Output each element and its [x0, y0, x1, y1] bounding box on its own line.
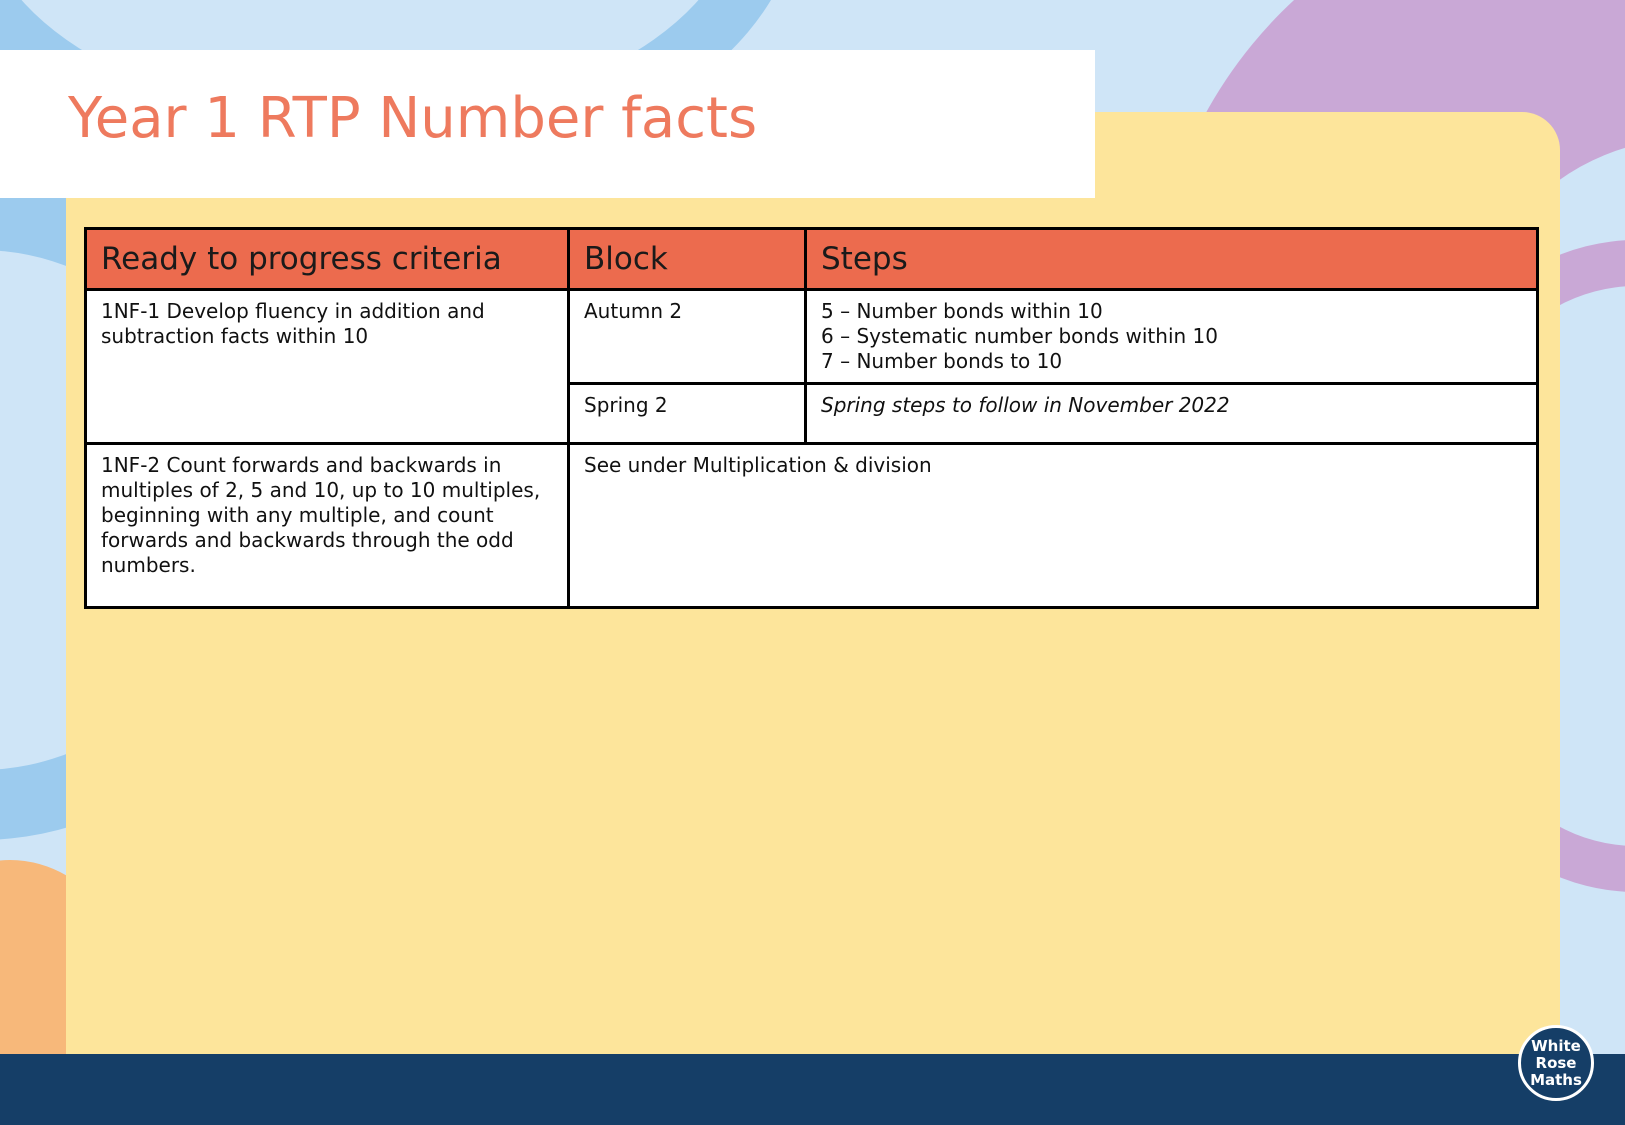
table-row: [86, 444, 1538, 608]
title-banner: [0, 50, 1095, 198]
logo-line: White: [1531, 1036, 1581, 1055]
steps-cell-spring: Spring steps to follow in November 2022: [806, 384, 1538, 444]
footer-bar: [0, 1054, 1625, 1125]
header-steps: Steps: [806, 229, 1538, 290]
header-block: Block: [569, 229, 806, 290]
block-cell-autumn: Autumn 2: [569, 290, 806, 384]
steps-cell-autumn: [806, 290, 1538, 384]
step-item: 5 – Number bonds within 10: [821, 299, 1103, 323]
rtp-table: [84, 227, 1539, 609]
header-criteria: Ready to progress criteria: [86, 229, 569, 290]
block-cell-spring: Spring 2: [569, 384, 806, 444]
page-title: Year 1 RTP Number facts: [68, 86, 758, 151]
step-item: 6 – Systematic number bonds within 10: [821, 324, 1218, 348]
step-item: 7 – Number bonds to 10: [821, 349, 1063, 373]
logo-line: Rose: [1535, 1053, 1577, 1072]
white-rose-maths-logo: [1518, 1025, 1594, 1101]
criteria-cell-1nf2: 1NF-2 Count forwards and backwards in multiples of 2, 5 and 10, up to 10 multiples, beginning with any multiple, and count forwards and backwards through the odd numbers.: [86, 444, 569, 608]
table-header-row: [86, 229, 1538, 290]
criteria-cell-1nf1: 1NF-1 Develop fluency in addition and subtraction facts within 10: [86, 290, 569, 444]
logo-line: Maths: [1530, 1070, 1582, 1089]
merged-note-cell: See under Multiplication & division: [569, 444, 1538, 608]
table-row: [86, 290, 1538, 384]
